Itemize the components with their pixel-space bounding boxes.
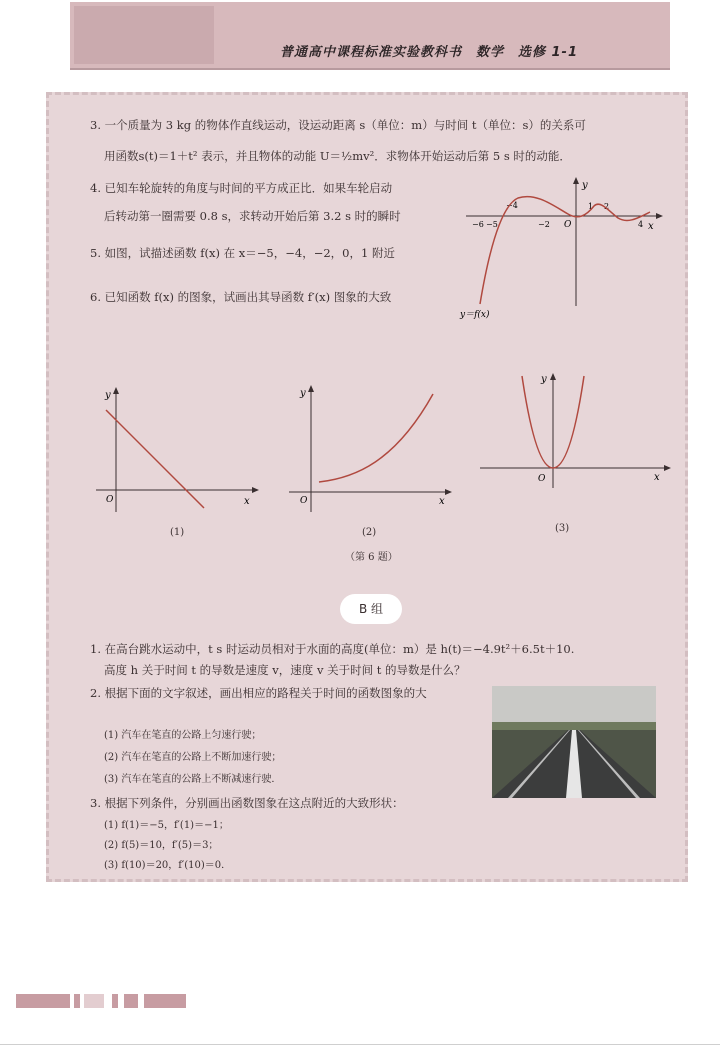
figure-1-label: (1) <box>170 527 185 538</box>
tick-minus-6: −6 <box>472 220 484 229</box>
footer-bar <box>16 994 70 1008</box>
figure-2 <box>285 382 455 517</box>
tick-1: 1 <box>588 202 594 211</box>
fig3-y-arrow-icon <box>550 373 556 380</box>
footer-bar <box>112 994 118 1008</box>
fig1-line <box>106 410 204 508</box>
problem-b1-line-2: 高度 h 关于时间 t 的导数是速度 v，速度 v 关于时间 t 的导数是什么？ <box>104 663 466 677</box>
tick-4: 4 <box>638 220 644 229</box>
problem-b2-item-1: (1) 汽车在笔直的公路上匀速行驶； <box>104 730 262 741</box>
tick-minus-2: −2 <box>538 220 550 229</box>
chapter-badge <box>74 6 214 64</box>
curve-f <box>480 197 650 304</box>
road-photo-image <box>492 686 656 798</box>
graph-function-label: y＝f(x) <box>460 310 490 320</box>
problem-3-line-1: 3. 一个质量为 3 kg 的物体作直线运动，设运动距离 s（单位：m）与时间 t（单位：s）的关系可 <box>90 118 586 132</box>
fig2-curve <box>319 394 433 482</box>
problem-b3-item-1: (1) f(1)＝−5，f′(1)＝−1； <box>104 820 229 831</box>
graph-y-label: y <box>582 180 588 191</box>
x-axis-arrow-icon <box>656 213 663 219</box>
fig2-x-label: x <box>439 496 445 507</box>
figure-caption: （第 6 题） <box>345 552 398 563</box>
footer-bar <box>124 994 138 1008</box>
fig3-x-label: x <box>654 472 660 483</box>
fig1-y-arrow-icon <box>113 387 119 394</box>
fig1-y-label: y <box>105 390 111 401</box>
figure-1 <box>92 382 262 517</box>
fig3-x-arrow-icon <box>664 465 671 471</box>
fig3-origin: O <box>538 474 546 484</box>
fig1-x-arrow-icon <box>252 487 259 493</box>
graph-origin: O <box>564 220 572 230</box>
road-photo <box>492 686 656 798</box>
y-axis-arrow-icon <box>573 177 579 184</box>
fig2-y-label: y <box>300 388 306 399</box>
problem-b2-item-2: (2) 汽车在笔直的公路上不断加速行驶； <box>104 752 282 763</box>
problem-b3-item-3: (3) f(10)＝20，f′(10)＝0． <box>104 860 232 871</box>
figure-2-label: (2) <box>362 527 377 538</box>
problem-b2-item-3: (3) 汽车在笔直的公路上不断减速行驶． <box>104 774 282 785</box>
fig2-origin: O <box>300 496 308 506</box>
tick-2: 2 <box>604 202 610 211</box>
problem-3-line-2: 用函数s(t)＝1＋t² 表示，并且物体的动能 U＝½mv²．求物体开始运动后第 5 s 时的动能． <box>104 149 571 163</box>
header-band <box>70 2 670 70</box>
page-header-title: 普通高中课程标准实验教科书 数学 选修 1-1 <box>279 45 578 60</box>
function-graph <box>458 176 668 326</box>
problem-b2-line-1: 2. 根据下面的文字叙述，画出相应的路程关于时间的函数图象的大 <box>90 686 427 700</box>
fig1-x-label: x <box>244 496 250 507</box>
problem-b3-line-1: 3. 根据下列条件，分别画出函数图象在这点附近的大致形状： <box>90 796 404 810</box>
footer-bar <box>144 994 186 1008</box>
problem-b1-line-1: 1. 在高台跳水运动中，t s 时运动员相对于水面的高度(单位：m）是 h(t)＝−4.9t²＋6.5t＋10. <box>90 642 575 656</box>
fig3-y-label: y <box>541 374 547 385</box>
group-b-badge: B 组 <box>340 594 402 624</box>
footer-bar <box>84 994 104 1008</box>
fig2-x-arrow-icon <box>445 489 452 495</box>
figure-3-label: (3) <box>555 523 570 534</box>
tick-minus-5: −5 <box>486 220 498 229</box>
problem-5-line-1: 5. 如图，试描述函数 f(x) 在 x＝−5，−4，−2，0，1 附近 <box>90 246 395 260</box>
figure-3 <box>478 370 673 490</box>
footer-bar <box>74 994 80 1008</box>
problem-4-line-2: 后转动第一圈需要 0.8 s，求转动开始后第 3.2 s 时的瞬时 <box>104 209 401 223</box>
tick-minus-4: −4 <box>506 201 518 210</box>
bottom-divider <box>0 1044 720 1045</box>
problem-4-line-1: 4. 已知车轮旋转的角度与时间的平方成正比．如果车轮启动 <box>90 181 393 195</box>
problem-6-line-1: 6. 已知函数 f(x) 的图象，试画出其导函数 f′(x) 图象的大致 <box>90 290 392 304</box>
fig2-y-arrow-icon <box>308 385 314 392</box>
fig1-origin: O <box>106 495 114 505</box>
problem-b3-item-2: (2) f(5)＝10，f′(5)＝3； <box>104 840 219 851</box>
graph-x-label: x <box>648 221 654 232</box>
